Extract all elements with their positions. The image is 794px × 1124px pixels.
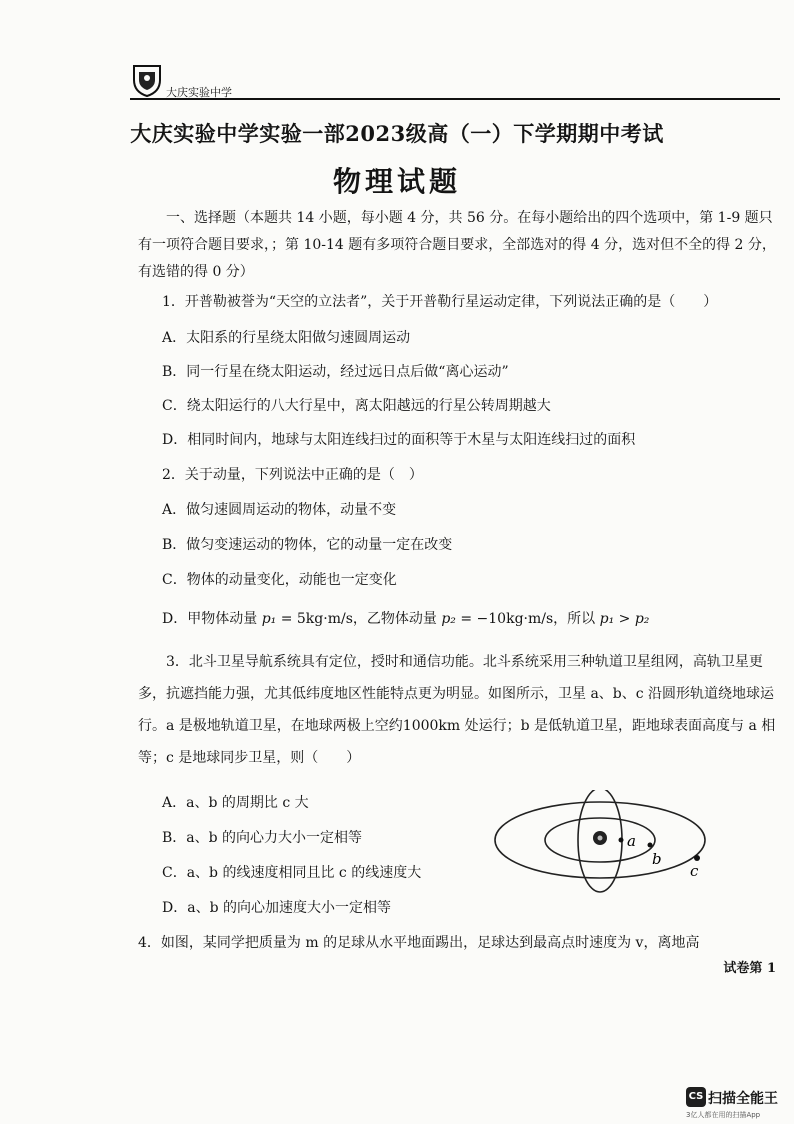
q2-option-c: C．物体的动量变化，动能也一定变化 xyxy=(162,572,397,588)
q4-stem: 4．如图，某同学把质量为 m 的足球从水平地面踢出，足球达到最高点时速度为 v，离地高 xyxy=(138,935,700,951)
orbit-diagram xyxy=(490,790,760,900)
school-logo-icon xyxy=(130,62,164,98)
header-rule xyxy=(130,98,780,100)
q2-option-b: B．做匀变速运动的物体，它的动量一定在改变 xyxy=(162,537,453,553)
page-number: 试卷第 1 xyxy=(723,961,776,976)
q2-d-prefix: D．甲物体动量 xyxy=(162,611,262,627)
section-instructions: 一、选择题（本题共 14 小题，每小题 4 分，共 56 分。在每小题给出的四个选项中，第 1-9 题只有一项符合题目要求，；第 10-14 题有多项符合题目要求，全部选对的得 4 分，选对但不全的得 2 分，有选错的得 0 分） xyxy=(138,210,776,280)
q2-d-mid2: = −10kg·m/s，所以 xyxy=(455,611,600,627)
school-name: 大庆实验中学 xyxy=(166,86,232,99)
q2-d-mid1: = 5kg·m/s，乙物体动量 xyxy=(276,611,442,627)
q2-option-a: A．做匀速圆周运动的物体，动量不变 xyxy=(162,502,397,518)
satellite-b xyxy=(648,843,653,848)
camscanner-tagline: 3亿人都在用的扫描App xyxy=(686,1111,761,1119)
satellite-a xyxy=(619,838,624,843)
q3-option-d: D．a、b 的向心加速度大小一定相等 xyxy=(162,900,391,916)
q2-d-gt: > xyxy=(614,611,635,627)
q2-option-d xyxy=(162,608,649,628)
exam-title: 大庆实验中学实验一部2023级高（一）下学期期中考试 xyxy=(130,121,664,146)
label-a: a xyxy=(627,832,636,850)
q2-d-cmp2: p₂ xyxy=(634,611,650,627)
q3-option-c: C．a、b 的线速度相同且比 c 的线速度大 xyxy=(162,865,422,881)
q3-option-b: B．a、b 的向心力大小一定相等 xyxy=(162,830,363,846)
label-b: b xyxy=(652,850,662,868)
q1-option-a: A．太阳系的行星绕太阳做匀速圆周运动 xyxy=(162,330,411,346)
q1-option-c: C．绕太阳运行的八大行星中，离太阳越远的行星公转周期越大 xyxy=(162,398,551,414)
q2-stem: 2．关于动量，下列说法中正确的是（ ） xyxy=(162,467,423,483)
q1-stem: 1．开普勒被誉为“天空的立法者”，关于开普勒行星运动定律，下列说法正确的是（ ） xyxy=(162,294,718,310)
q2-d-p2: p₂ xyxy=(441,611,456,627)
label-c: c xyxy=(690,862,699,880)
camscanner-logo-icon: CS xyxy=(686,1087,706,1107)
q1-option-d: D．相同时间内，地球与太阳连线扫过的面积等于木星与太阳连线扫过的面积 xyxy=(162,432,636,448)
satellite-c xyxy=(694,855,700,861)
page-header xyxy=(130,62,780,102)
q3-option-a: A．a、b 的周期比 c 大 xyxy=(162,795,309,811)
q3-stem: 3．北斗卫星导航系统具有定位，授时和通信功能。北斗系统采用三种轨道卫星组网，高轨卫星更多，抗遮挡能力强，尤其低纬度地区性能特点更为明显。如图所示，卫星 a、b、c 沿圆形轨道绕地球运行。a 是极地轨道卫星，在地球两极上空约1000km 处运行；b 是低轨道卫星，距地球表面高度与 a 相等；c 是地球同步卫星，则（ ） xyxy=(138,654,776,766)
q2-d-p1: p₁ xyxy=(261,611,277,627)
q2-d-cmp1: p₁ xyxy=(599,611,615,627)
q1-option-b: B．同一行星在绕太阳运动，经过远日点后做“离心运动” xyxy=(162,364,509,380)
camscanner-name: 扫描全能王 xyxy=(708,1091,778,1107)
exam-subject: 物理试题 xyxy=(332,165,461,198)
